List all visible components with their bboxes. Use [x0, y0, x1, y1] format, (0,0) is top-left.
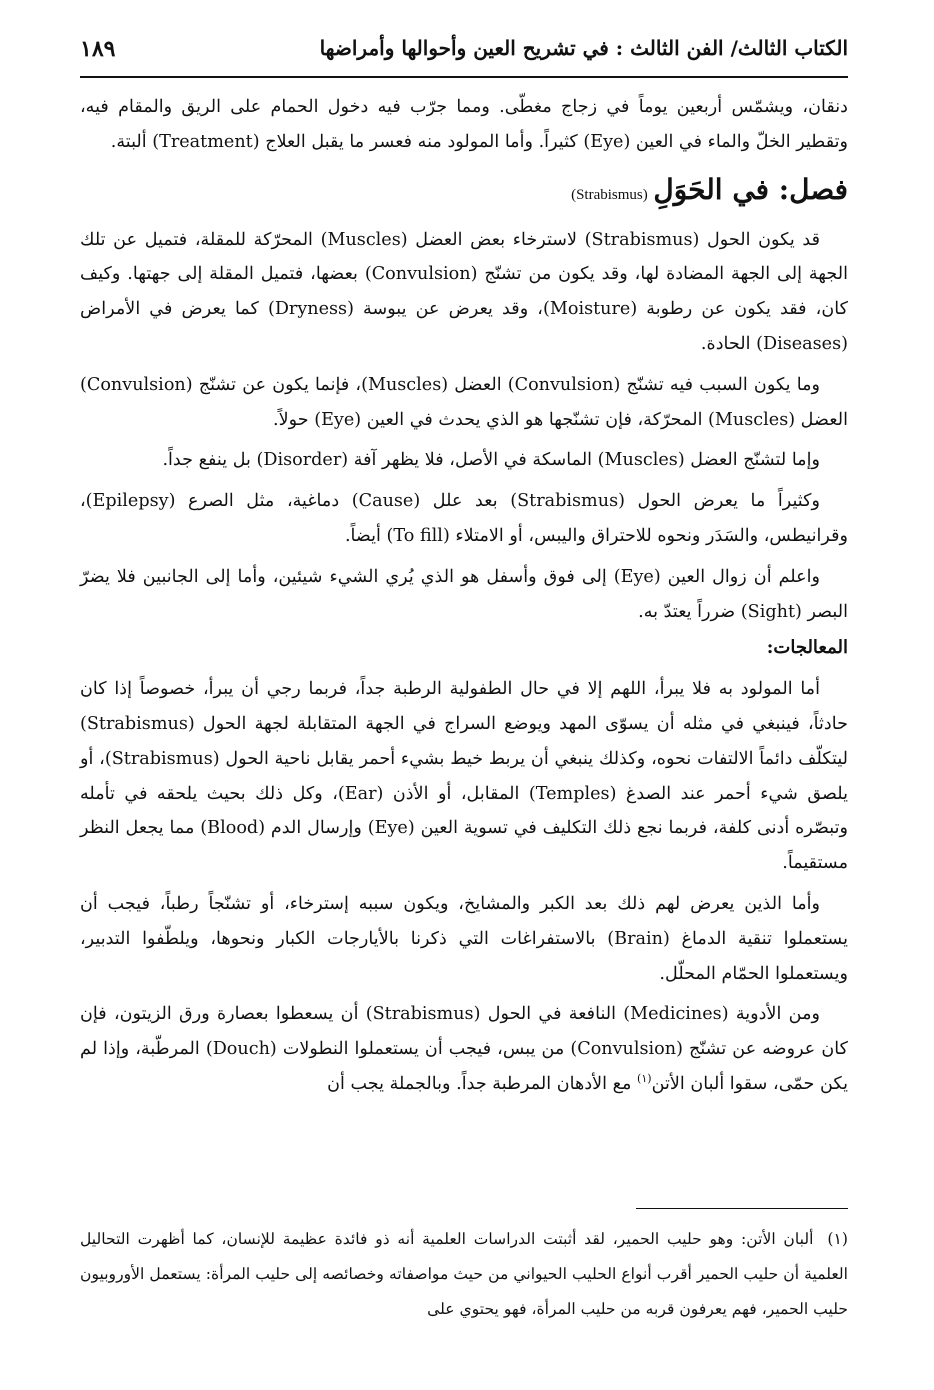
paragraph: وكثيراً ما يعرض الحول (Strabismus) بعد علل (Cause) دماغية، مثل الصرع (Epilepsy)، وقرانيطس، والسَدَر ونحوه للاحتراق واليبس، أو الامتلاء (To fill) أيضاً.	[80, 491, 848, 546]
paragraph-intro: دنقان، ويشمّس أربعين يوماً في زجاج مغطّى. ومما جرّب فيه دخول الحمام على الريق والمقام فيه، وتقطير الخلّ والماء في العين (Eye) كثيراً. وأما المولود منه فعسر ما يقبل العلاج (Treatment) ألبتة.	[80, 97, 848, 152]
footnote-text: ألبان الأتن: وهو حليب الحمير، لقد أثبتت الدراسات العلمية أنه ذو فائدة عظيمة للإنسان، كما أظهرت التحاليل العلمية أن حليب الحمير أقرب أنواع الحليب الحيواني من حيث مواصفاته وخصائصه إلى حليب المرأة: يستعمل الأوروبيون حليب الحمير، فهم يعرفون قربه من حليب المرأة، فهو يحتوي على	[80, 1230, 848, 1318]
paragraph-text: ومن الأدوية (Medicines) النافعة في الحول (Strabismus) أن يسعطوا بعصارة ورق الزيتون، فإن كان عروضه عن تشنّج (Convulsion) من يبس، فيجب أن يستعملوا النطولات (Douch) المرطّبة، وإذا لم يكن حمّى، سقوا ألبان الأتن	[80, 1004, 848, 1094]
paragraph: وأما الذين يعرض لهم ذلك بعد الكبر والمشايخ، ويكون سببه إسترخاء، أو تشنّجاً رطباً، فيجب أن يستعملوا تنقية الدماغ (Brain) بالاستفراغات التي ذكرنا بالأيارجات الكبار ونحوها، ويلطّفوا التدبير، ويستعملوا الحمّام المحلّل.	[80, 893, 848, 984]
main-text	[80, 90, 848, 1102]
section-title: فصل: في الحَوَلِ	[653, 172, 848, 206]
treatments-heading: المعالجات:	[766, 637, 848, 659]
paragraph: وإما لتشنّج العضل (Muscles) الماسكة في الأصل، فلا يظهر آفة (Disorder) بل ينفع جداً.	[162, 450, 820, 471]
section-heading	[80, 168, 848, 217]
paragraph: واعلم أن زوال العين (Eye) إلى فوق وأسفل هو الذي يُري الشيء شيئين، وأما إلى الجانبين فلا يضرّ البصر (Sight) ضرراً يعتدّ به.	[80, 566, 848, 622]
page-header	[80, 30, 848, 78]
footnote-divider	[636, 1208, 848, 1209]
paragraph: أما المولود به فلا يبرأ، اللهم إلا في حال الطفولية الرطبة جداً، فربما رجي أن يبرأ، خصوصاً إذا كان حادثاً، فينبغي في مثله أن يسوّى المهد ويوضع السراج في الجهة المتقابلة لجهة الحول (Strabismus) ليتكلّف دائماً الالتفات نحوه، وكذلك ينبغي أن يربط خيط بشيء أحمر يقابل ناحية الحول (Strabismus)، أو يلصق شيء أحمر عند الصدغ (Temples) المقابل، أو الأذن (Ear)، وكل ذلك بحيث يلحقه في تأمله وتبصّره أدنى كلفة، فربما نجع ذلك التكليف في تسوية العين (Eye) وإرسال الدم (Blood) مما يجعل النظر مستقيماً.	[80, 679, 848, 874]
page-number: ١٨٩	[80, 36, 116, 62]
paragraph: قد يكون الحول (Strabismus) لاسترخاء بعض العضل (Muscles) المحرّكة للمقلة، فتميل عن تلك الجهة إلى الجهة المضادة لها، وقد يكون من تشنّج (Convulsion) بعضها، فتميل المقلة إلى جهتها. وكيف كان، فقد يكون عن رطوبة (Moisture)، وقد يعرض عن يبوسة (Dryness) كما يعرض في الأمراض (Diseases) الحادة.	[80, 229, 849, 354]
paragraph: وما يكون السبب فيه تشنّج (Convulsion) العضل (Muscles)، فإنما يكون عن تشنّج (Convulsion) العضل (Muscles) المحرّكة، فإن تشنّجها هو الذي يحدث في العين (Eye) حولاً.	[80, 374, 848, 430]
section-term: (Strabismus)	[571, 186, 648, 203]
footnote	[80, 1222, 848, 1327]
footnote-marker: (١)	[827, 1230, 848, 1248]
paragraph	[80, 997, 848, 1101]
footnote-reference[interactable]: (١)	[637, 1072, 652, 1086]
paragraph-text: مع الأدهان المرطبة جداً. وبالجملة يجب أن	[327, 1073, 638, 1094]
running-title: الكتاب الثالث/ الفن الثالث : في تشريح العين وأحوالها وأمراضها	[319, 36, 848, 60]
